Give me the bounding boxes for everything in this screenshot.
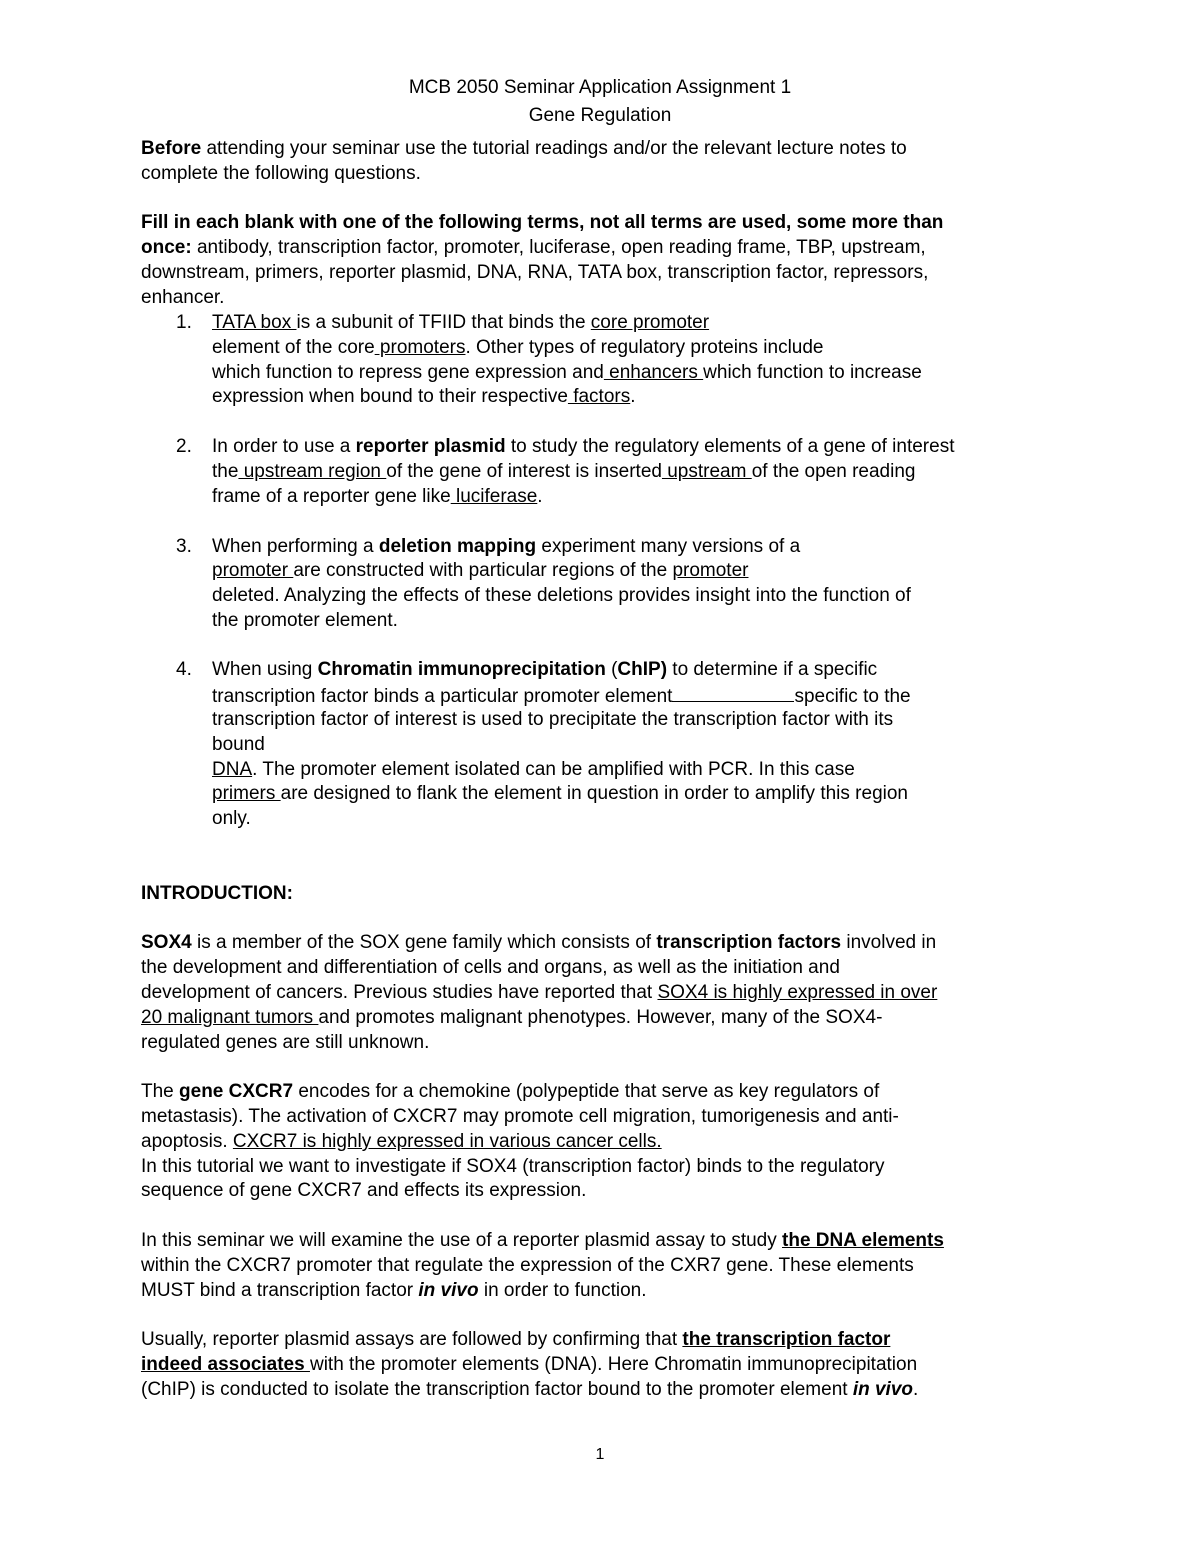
document-title: MCB 2050 Seminar Application Assignment 1 [408, 77, 792, 98]
question-line: DNA. The promoter element isolated can be amplified with PCR. In this case [212, 759, 855, 780]
answer-blank: enhancers [603, 362, 704, 383]
question-number: 4. [176, 659, 192, 680]
question-line: When using Chromatin immunoprecipitation (ChIP) to determine if a specific [212, 659, 878, 680]
instructions-line: downstream, primers, reporter plasmid, DNA, RNA, TATA box, transcription factor, repressors, [141, 262, 929, 283]
question-line: which function to repress gene expression and enhancers which function to increase [212, 362, 922, 383]
question-line: primers are designed to flank the element in question in order to amplify this region [212, 783, 908, 804]
empty-answer-blank[interactable] [672, 682, 794, 702]
question-line: deleted. Analyzing the effects of these deletions provides insight into the function of [212, 585, 911, 606]
question-line: element of the core promoters. Other types of regulatory proteins include [212, 337, 824, 358]
question-line: promoter are constructed with particular regions of the promoter [212, 560, 749, 581]
body-line: In this tutorial we want to investigate if SOX4 (transcription factor) binds to the regulatory [141, 1156, 885, 1177]
intro-paragraph-line: complete the following questions. [141, 163, 421, 184]
question-line: transcription factor of interest is used to precipitate the transcription factor with its [212, 709, 894, 730]
answer-blank: TATA box [212, 312, 297, 333]
page-number: 1 [595, 1446, 605, 1463]
body-line: MUST bind a transcription factor in vivo in order to function. [141, 1280, 647, 1301]
answer-blank: upstream region [238, 461, 387, 482]
body-line: development of cancers. Previous studies have reported that SOX4 is highly expressed in over [141, 982, 938, 1003]
answer-blank: primers [212, 783, 281, 804]
question-number: 3. [176, 536, 192, 557]
instructions-line: enhancer. [141, 287, 225, 308]
answer-blank: promoter [212, 560, 294, 581]
body-line: (ChIP) is conducted to isolate the transcription factor bound to the promoter element in vivo. [141, 1379, 919, 1400]
question-line: frame of a reporter gene like luciferase. [212, 486, 543, 507]
document-subtitle: Gene Regulation [528, 105, 672, 126]
body-line: The gene CXCR7 encodes for a chemokine (polypeptide that serve as key regulators of [141, 1081, 880, 1102]
intro-paragraph-line: Before attending your seminar use the tutorial readings and/or the relevant lecture notes to [141, 138, 907, 159]
answer-blank: DNA [212, 759, 253, 780]
body-line: Usually, reporter plasmid assays are followed by confirming that the transcription factor [141, 1329, 891, 1350]
question-line: the promoter element. [212, 610, 398, 631]
instructions-line: once: antibody, transcription factor, promoter, luciferase, open reading frame, TBP, upstream, [141, 237, 926, 258]
question-line: the upstream region of the gene of interest is inserted upstream of the open reading [212, 461, 916, 482]
section-heading: INTRODUCTION: [141, 883, 293, 904]
answer-blank: promoters [374, 337, 466, 358]
question-line: only. [212, 808, 251, 829]
question-line: In order to use a reporter plasmid to study the regulatory elements of a gene of interest [212, 436, 955, 457]
answer-blank: upstream [661, 461, 752, 482]
question-line: TATA box is a subunit of TFIID that binds the core promoter [212, 312, 710, 333]
body-line: SOX4 is a member of the SOX gene family which consists of transcription factors involved in [141, 932, 937, 953]
answer-blank: factors [567, 386, 631, 407]
question-line: bound [212, 734, 265, 755]
body-line: 20 malignant tumors and promotes malignant phenotypes. However, many of the SOX4- [141, 1007, 883, 1028]
body-line: In this seminar we will examine the use of a reporter plasmid assay to study the DNA elements [141, 1230, 944, 1251]
question-line: expression when bound to their respective factors. [212, 386, 636, 407]
body-line: the development and differentiation of cells and organs, as well as the initiation and [141, 957, 840, 978]
body-line: regulated genes are still unknown. [141, 1032, 430, 1053]
answer-blank: core promoter [590, 312, 710, 333]
body-line: apoptosis. CXCR7 is highly expressed in various cancer cells. [141, 1131, 662, 1152]
body-line: sequence of gene CXCR7 and effects its expression. [141, 1180, 587, 1201]
question-line: When performing a deletion mapping experiment many versions of a [212, 536, 801, 557]
question-number: 2. [176, 436, 192, 457]
body-line: metastasis). The activation of CXCR7 may promote cell migration, tumorigenesis and anti- [141, 1106, 899, 1127]
question-number: 1. [176, 312, 192, 333]
body-line: within the CXCR7 promoter that regulate the expression of the CXR7 gene. These elements [141, 1255, 914, 1276]
instructions-heading: Fill in each blank with one of the following terms, not all terms are used, some more than [141, 212, 944, 233]
body-line: indeed associates with the promoter elements (DNA). Here Chromatin immunoprecipitation [141, 1354, 918, 1375]
answer-blank: luciferase [450, 486, 538, 507]
answer-blank: promoter [672, 560, 749, 581]
question-line: transcription factor binds a particular promoter element specific to the [212, 682, 911, 709]
